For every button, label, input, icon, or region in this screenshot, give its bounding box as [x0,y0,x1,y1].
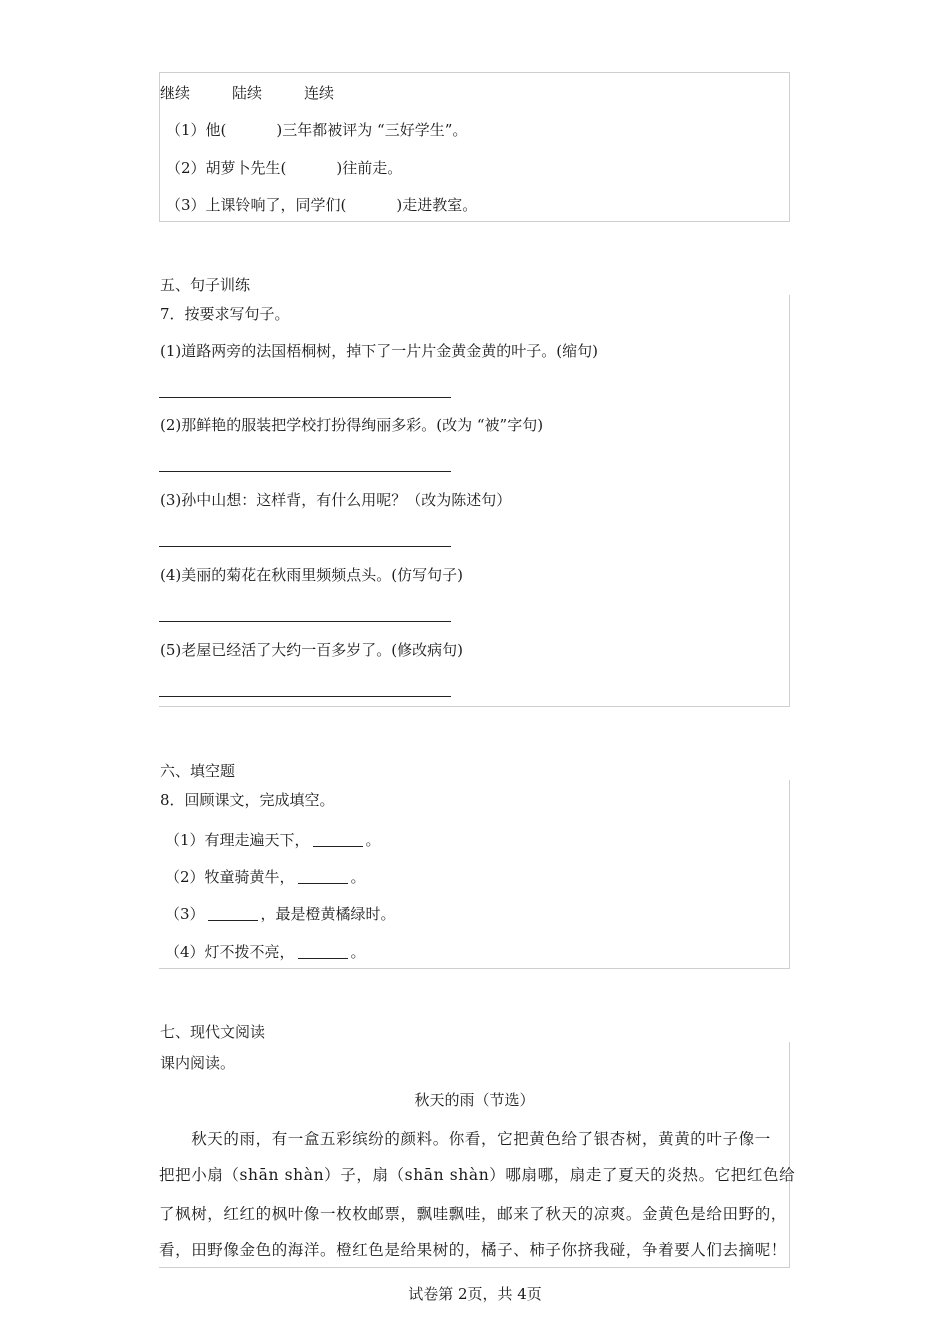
fill-blank-item-4: （4）灯不拨不亮， 。 [165,943,366,961]
fill-item-3: （3）上课铃响了，同学们( )走进教室。 [166,196,478,214]
sentence-item-2: (2)那鲜艳的服装把学校打扮得绚丽多彩。(改为 “被”字句) [160,416,544,434]
fill-item-1: （1）他( )三年都被评为 “三好学生”。 [166,121,468,139]
question-8: 8．回顾课文，完成填空。 [160,791,335,809]
word-option: 陆续 [232,84,263,102]
word-option: 继续 [160,84,191,102]
passage-title: 秋天的雨（节选） [414,1091,535,1109]
passage-line-4: 看，田野像金色的海洋。橙红色是给果树的，橘子、柿子你挤我碰，争着要人们去摘呢！ [159,1241,787,1259]
blank[interactable] [208,919,258,921]
word-option: 连续 [304,84,335,102]
fill-blank-item-3: （3） ，最是橙黄橘绿时。 [165,905,396,923]
answer-line-3[interactable] [159,546,451,547]
passage-line-2: 把把小扇（shān shàn）子，扇（shān shàn）哪扇哪，扇走了夏天的炎热。它把红色给 [159,1166,796,1184]
section-heading-7: 七、现代文阅读 [160,1023,266,1041]
fill-item-2: （2）胡萝卜先生( )往前走。 [166,159,403,177]
fill-blank-box [159,780,790,969]
sentence-item-4: (4)美丽的菊花在秋雨里频频点头。(仿写句子) [160,566,463,584]
reading-box [159,1042,796,1268]
answer-line-1[interactable] [159,397,451,398]
answer-line-4[interactable] [159,621,451,622]
sentence-item-1: (1)道路两旁的法国梧桐树，掉下了一片片金黄金黄的叶子。(缩句) [160,342,598,360]
answer-line-2[interactable] [159,471,451,472]
sentence-training-box [159,295,790,707]
fill-blank-item-2: （2）牧童骑黄牛， 。 [165,868,366,886]
sentence-item-3: (3)孙中山想：这样背，有什么用呢？（改为陈述句） [160,491,512,509]
answer-line-5[interactable] [159,696,451,697]
reading-intro: 课内阅读。 [160,1054,236,1072]
question-7: 7．按要求写句子。 [160,305,290,323]
section-heading-5: 五、句子训练 [160,276,251,294]
section-heading-6: 六、填空题 [160,762,236,780]
passage-line-3: 了枫树，红红的枫叶像一枚枚邮票，飘哇飘哇，邮来了秋天的凉爽。金黄色是给田野的， [159,1205,787,1223]
word-choice-box [159,72,790,222]
page-footer: 试卷第 2页，共 4页 [408,1285,542,1303]
blank[interactable] [298,882,348,884]
word-options [160,82,334,103]
blank[interactable] [298,957,348,959]
blank[interactable] [313,845,363,847]
sentence-item-5: (5)老屋已经活了大约一百多岁了。(修改病句) [160,641,463,659]
passage-line-1: 秋天的雨，有一盒五彩缤纷的颜料。你看，它把黄色给了银杏树，黄黄的叶子像一 [159,1130,771,1148]
fill-blank-item-1: （1）有理走遍天下， 。 [165,831,381,849]
